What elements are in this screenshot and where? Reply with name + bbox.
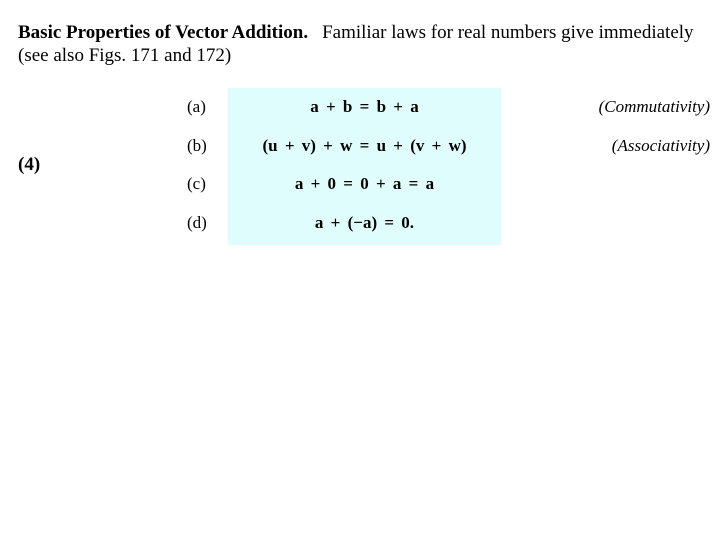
property-row-b xyxy=(0,134,720,158)
row-label: (a) xyxy=(187,97,206,116)
intro-paragraph xyxy=(18,21,718,67)
property-row-d xyxy=(0,211,720,235)
property-name-commutativity: (Commutativity) xyxy=(598,97,710,116)
equation-number: (4) xyxy=(18,154,41,175)
row-label: (d) xyxy=(187,213,207,232)
row-label: (c) xyxy=(187,174,206,193)
property-row-a xyxy=(0,95,720,119)
formula-additive-inverse: a + (−a) = 0. xyxy=(314,213,415,232)
property-row-c xyxy=(0,172,720,196)
formula-commutativity: a + b = b + a xyxy=(310,97,419,116)
row-label: (b) xyxy=(187,136,207,155)
intro-line-2: (see also Figs. 171 and 172) xyxy=(18,45,232,66)
intro-text: Familiar laws for real numbers give immediately xyxy=(322,22,694,43)
property-name-associativity: (Associativity) xyxy=(611,136,710,155)
formula-zero-vector: a + 0 = 0 + a = a xyxy=(294,174,435,193)
section-heading: Basic Properties of Vector Addition. xyxy=(18,22,309,43)
intro-line-1 xyxy=(18,21,718,44)
formula-associativity: (u + v) + w = u + (v + w) xyxy=(262,136,467,155)
